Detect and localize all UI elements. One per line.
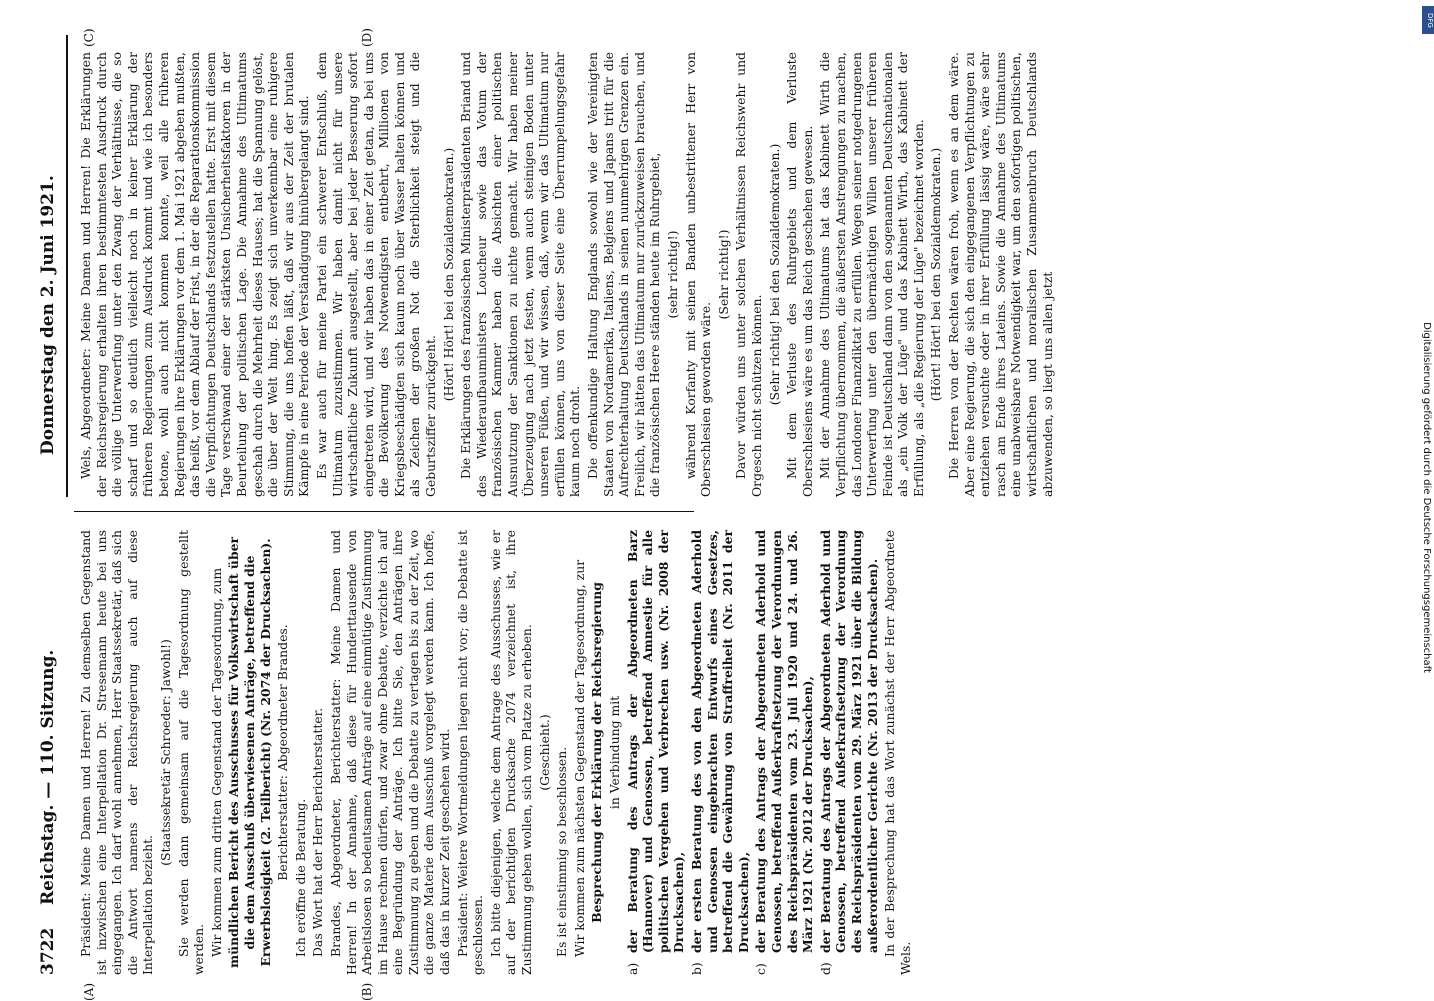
agenda-item [753, 530, 815, 975]
header-rule [66, 35, 68, 497]
rapporteur: Berichterstatter: Abgeordneter Brandes. [275, 624, 291, 881]
paragraph: Ich eröffne die Beratung. [292, 798, 308, 957]
agenda-item-label: a) [624, 962, 640, 975]
rotated-scan [30, 28, 1410, 1001]
interjection: (Sehr richtig!) [715, 229, 731, 320]
connector-text: in Verbindung mit [607, 695, 622, 810]
header-right-title: Donnerstag den 2. Juni 1921. [38, 175, 58, 455]
margin-mark-d: (D) [360, 28, 374, 47]
agenda-item-text: der ersten Beratung des von den Abgeordneten Aderhold und Genossen eingebrachten Entwurfs eines Gesetzes, betreffend die Gewährung von Straffreiheit (Nr. 2011 der Drucksachen), [688, 530, 751, 953]
margin-mark-b: (B) [360, 982, 374, 1001]
paragraph: während Korfanty mit seinen Banden unbestrittener Herr von Oberschlesien geworden wäre. [682, 52, 714, 497]
agenda-item [689, 530, 751, 975]
paragraph: Wir kommen zum nächsten Gegenstand der Tagesordnung, zur [571, 559, 587, 957]
interjection: (Geschieht.) [536, 714, 552, 791]
paragraph: Ich bitte diejenigen, welche dem Antrage des Ausschusses, wie er auf der berichtigten Drucksache 2074 verzeichnet ist, ihre Zustimmung geben wollen, sich vom Platze zu erheben. [487, 530, 535, 975]
agenda-item-label: d) [817, 962, 833, 975]
speech: Wels, Abgeordneter: Meine Damen und Herren! Die Erklärungen der Reichsregierung erhalten ihren bestimmtesten Ausdruck durch die völlige Unterwerfung unter den Zwang der Verhältnisse, die so scharf und so deutlich vielleicht noch in keiner Erklärung der früheren Regierungen zum Ausdruck kommt und wie ich besonders betone, wohl auch nicht kommen konnte, weil alle früheren Regierungen ihre Erklärungen vor dem 1. Mai 1921 abgeben mußten, das heißt, vor dem Ablauf der Frist, in der die Reparationskommission die Verpflichtungen Deutschlands festzustellen hatte. Erst mit diesem Tage verschwand einer der stärksten Unsicherheitsfaktoren in der Beurteilung der politischen Lage. Die Annahme des Ultimatums geschah durch die Mehrheit dieses Hauses; hat die Spannung gelöst, die über der Welt hing. Es zeigt sich unverkennbar eine ruhigere Stimmung, die uns hoffen läßt, daß wir aus der Zeit der brutalen Kämpfe in eine Periode der Verständigung hinübergelangt sind. [78, 52, 312, 497]
header-left-title: Reichstag. — 110. Sitzung. [38, 649, 58, 905]
agenda-item-text: der Beratung des Antrags der Abgeordneten Barz (Hannover) und Genossen, betreffend Amnestie für alle politischen Vergehen und Verbrechen usw. (Nr. 2008 der Drucksachen), [624, 530, 687, 953]
speech: Präsident: Weitere Wortmeldungen liegen nicht vor; die Debatte ist geschlossen. [454, 530, 486, 975]
paragraph: Die Herren von der Rechten wären froh, wenn es an dem wäre. Aber eine Regierung, die sich den eingegangenen Verpflichtungen zu entziehen versuchte oder in ihrer Erfüllung lässig wäre, wäre sehr rasch am Ende ihres Lateins. Sowie die Annahme des Ultimatums eine unabweisbare Notwendigkeit war, um den sofortigen politischen, wirtschaftlichen und moralischen Zusammenbruch Deutschlands abzuwenden, so liegt uns allen jetzt [946, 52, 1055, 497]
paragraph: Wir kommen zum dritten Gegenstand der Tagesordnung, zum [208, 567, 224, 957]
agenda-heading: Besprechung der Erklärung der Reichsregierung [589, 582, 605, 923]
right-column [78, 52, 1057, 497]
paragraph: Sie werden dann gemeinsam auf die Tagesordnung gestellt werden. [175, 530, 207, 975]
paragraph: Präsident: Meine Damen und Herren! Zu demselben Gegenstand ist inzwischen eine Interpellation Dr. Stresemann heute bei uns eingegangen. Ich darf wohl annehmen, Herr Staatssekretär, daß sich die Antwort namens der Reichsregierung auch auf diese Interpellation bezieht. [78, 530, 156, 975]
digitization-credit [1418, 5, 1432, 990]
interjection: (Hört! Hört! bei den Sozialdemokraten.) [440, 147, 456, 402]
margin-mark-a: (A) [82, 982, 96, 1001]
speech: Brandes, Abgeordneter, Berichterstatter: Meine Damen und Herren! In der Annahme, daß diese für Hunderttausende von Arbeitslosen so bedeutsamen Anträge auf eine einmütige Zustimmung im Hause rechnen dürfen, und zwar ohne Debatte, verzichte ich auf eine Begründung der Anträge. Ich bitte Sie, den Anträgen ihre Zustimmung zu geben und die Debatte zu vertagen bis zu der Zeit, wo die ganze Materie dem Ausschuß vorgelegt werden kann. Ich hoffe, daß das in kurzer Zeit geschehen wird. [327, 530, 453, 975]
paragraph: In der Besprechung hat das Wort zunächst der Herr Abgeordnete Wels. [882, 530, 913, 975]
agenda-item [818, 530, 880, 975]
agenda-item-label: c) [753, 963, 769, 975]
interjection: (Staatssekretär Schroeder: Jawohl!) [157, 639, 173, 866]
margin-mark-c: (C) [82, 28, 96, 47]
credit-text: Digitalisierung gefördert durch die Deutsche Forschungsgemeinschaft [1421, 322, 1432, 673]
paragraph: Die Erklärungen des französischen Ministerpräsidenten Briand und des Wiederaufbauministers Loucheur sowie das Votum der französischen Kammer haben die Absichten einer politischen Ausnutzung der Sanktionen zu nichte gemacht. Wir haben meiner Überzeugung nach jetzt festen, wenn auch steinigen Boden unter unseren Füßen, und wir wissen, daß, wenn wir das Ultimatum nur erfüllen können, uns von dieser Seite eine Überrumpelungsgefahr kaum noch droht. [458, 52, 583, 497]
dfg-logo: DFG [1422, 6, 1434, 34]
paragraph: Mit dem Verluste des Ruhrgebiets und dem Verluste Oberschlesiens wäre es um das Reich geschehen gewesen. [784, 52, 815, 497]
paragraph: Davor würden uns unter solchen Verhältnissen Reichswehr und Orgesch nicht schützen können. [733, 52, 764, 497]
agenda-item-text: der Beratung des Antrags der Abgeordneten Aderhold und Genossen, betreffend Außerkraftsetzung der Verordnung des Reichspräsidenten vom 29. März 1921 über die Bildung außerordentlicher Gerichte (Nr. 2013 der Drucksachen). [817, 530, 880, 953]
page-number: 3722 [38, 927, 58, 975]
paragraph: Es ist einstimmig so beschlossen. [554, 746, 570, 957]
column-divider [74, 511, 694, 512]
agenda-item [625, 530, 687, 975]
paragraph: Es war auch für meine Partei ein schwerer Entschluß, dem Ultimatum zuzustimmen. Wir haben damit nicht für unsere wirtschaftliche Zukunft ausgestellt, aber bei jeder Besserung sofort eingetreten wird, und wir haben das in einer Zeit getan, da bei uns die Bevölkerung des Notwendigsten entbehrt, Millionen von Kriegsbeschädigten sich kaum noch über Wasser halten können und als Zeichen der großen Not die Sterblichkeit steigt und die Geburtsziffer zurückgeht. [313, 52, 439, 497]
agenda-item-text: der Beratung des Antrags der Abgeordneten Aderhold und Genossen, betreffend Außerkraftsetzung der Verordnungen des Reichspräsidenten vom 23. Juli 1920 und 24. und 26. März 1921 (Nr. 2012 der Drucksachen), [753, 530, 816, 953]
agenda-heading: mündlichen Bericht des Ausschusses für Volkswirtschaft über die dem Ausschuß überwiesenen Anträge, betreffend die Erwerbslosigkeit (2. Teilbericht) (Nr. 2074 der Drucksachen). [226, 536, 273, 969]
interjection: (sehr richtig!) [664, 230, 680, 319]
interjection: (Hört! Hört! bei den Sozialdemokraten.) [928, 147, 944, 402]
paragraph: Mit der Annahme des Ultimatums hat das Kabinett Wirth die Verpflichtung übernommen, die äußersten Anstrengungen zu machen, das Londoner Finanzdiktat zu erfüllen. Wegen seiner notgedrungenen Unterwerfung unter den übermächtigen Willen unserer früheren Feinde ist Deutschland dann von den sogenannten Deutschnationalen als „ein Volk der Lüge" und das Kabinett Wirth, das Kabinett der Erfüllung, als „die Regierung der Lüge" bezeichnet worden. [817, 52, 926, 497]
interjection: (Sehr richtig! bei den Sozialdemokraten.) [766, 143, 782, 406]
paragraph: Das Wort hat der Herr Berichterstatter. [310, 707, 326, 957]
page-header [30, 35, 70, 975]
paragraph: Die offenkundige Haltung Englands sowohl wie der Vereinigten Staaten von Nordamerika, Italiens, Belgiens und Japans tritt für die Aufrechterhaltung Deutschlands in seinen nunmehrigen Grenzen ein. Freilich, wir hätten das Ultimatum nur zurückzuweisen brauchen, und die französischen Heere ständen heute im Ruhrgebiet, [585, 52, 663, 497]
left-column [78, 530, 915, 975]
agenda-item-label: b) [688, 962, 704, 975]
